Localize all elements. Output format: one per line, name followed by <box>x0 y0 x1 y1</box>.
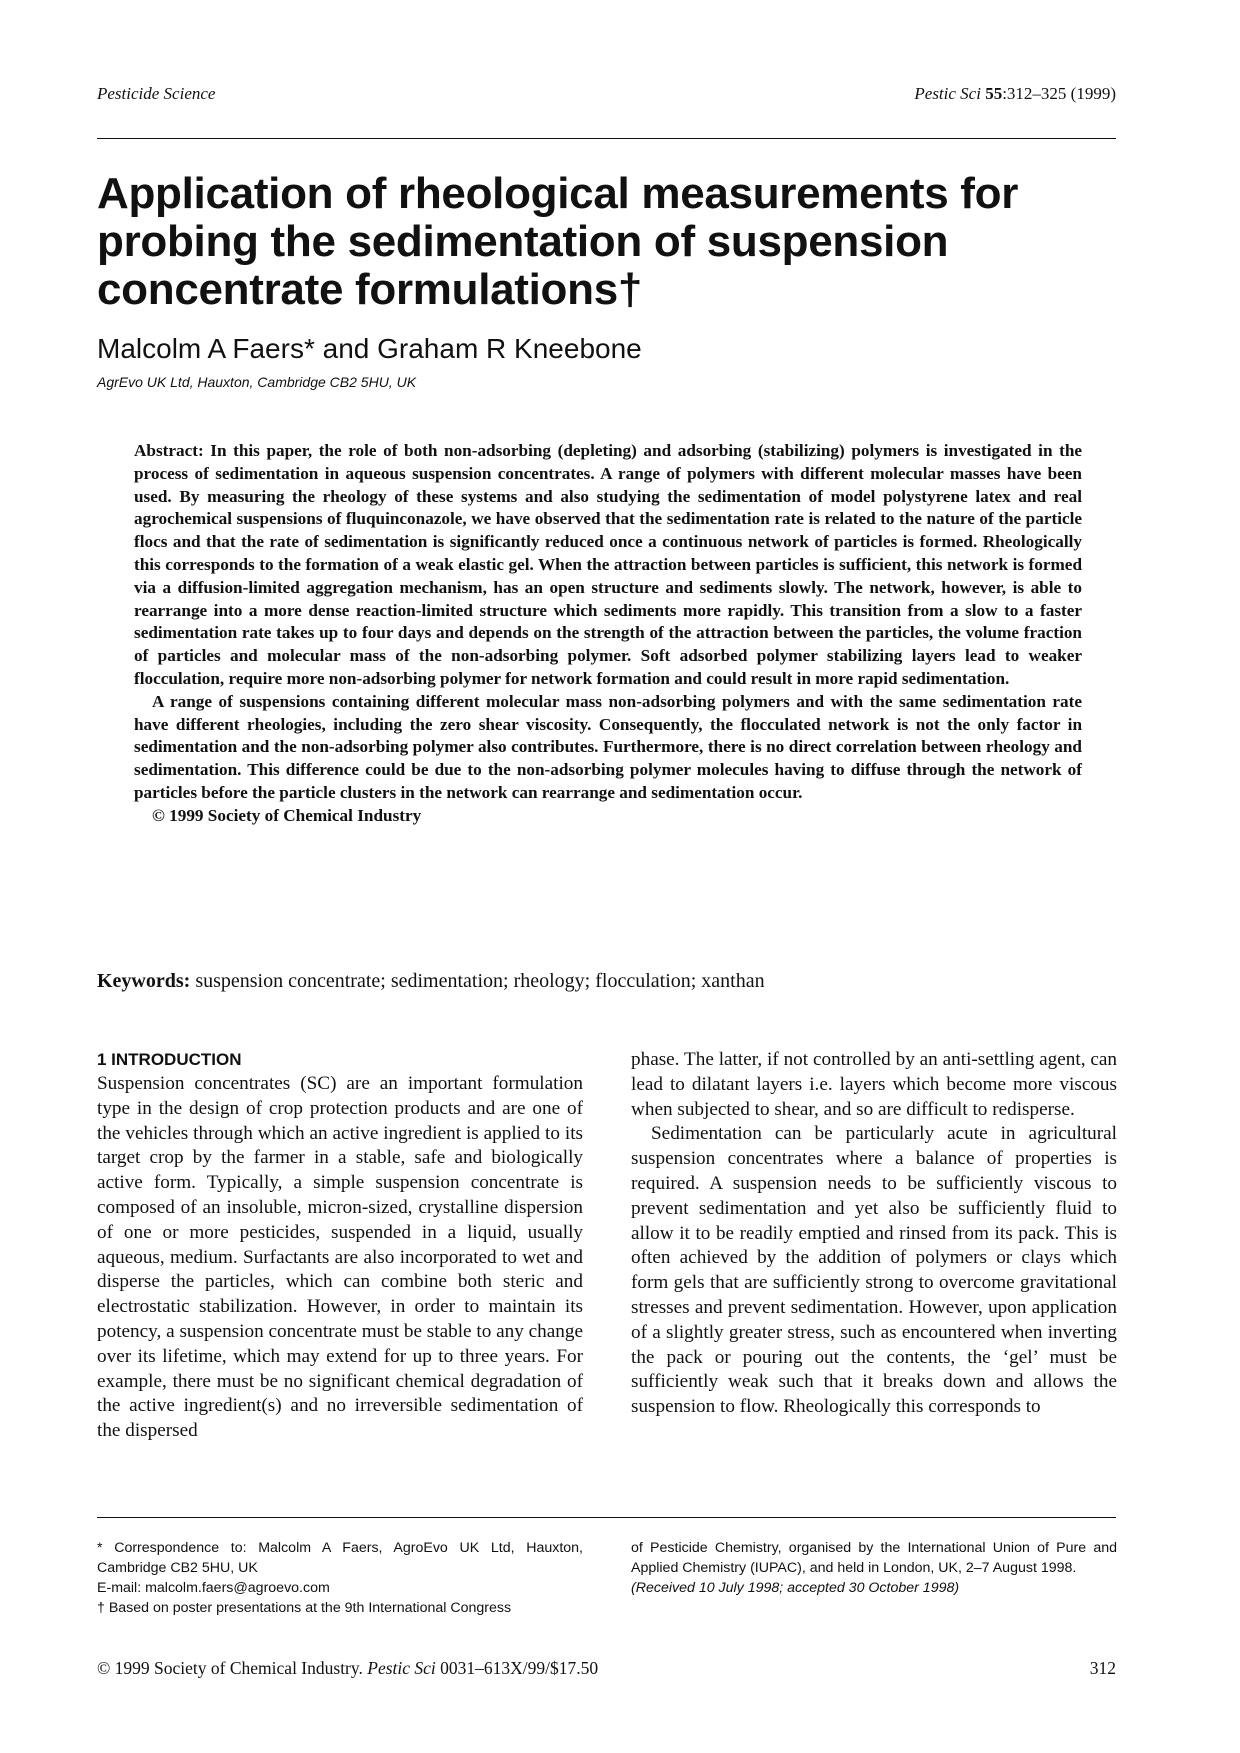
section-heading-introduction: 1 INTRODUCTION <box>97 1050 242 1069</box>
citation-volume: 55 <box>985 84 1003 103</box>
received-dates <box>631 1578 1117 1598</box>
intro-paragraph-1: Suspension concentrates (SC) are an important formulation type in the design of crop protection products and are one of the vehicles through which an active ingredient is applied to its target crop by the farmer in a stable, safe and biologically active form. Typically, a simple suspension concentrate is composed of an insoluble, micron-sized, crystalline dispersion of one or more pesticides, suspended in a liquid, usually aqueous, medium. Surfactants are also incorporated to wet and disperse the particles, which can combine both steric and electrostatic stabilization. However, in order to maintain its potency, a suspension concentrate must be stable to any change over its lifetime, which may extend for up to three years. For example, there must be no significant chemical degradation of the active ingredient(s) and no irreversible sedimentation of the dispersed <box>97 1073 583 1442</box>
footnote-correspondence: * Correspondence to: Malcolm A Faers, AgroEvo UK Ltd, Hauxton, Cambridge CB2 5HU, UK <box>97 1540 583 1576</box>
body-column-left <box>97 1048 583 1444</box>
page-footer <box>97 1658 1116 1682</box>
abstract-text-1: In this paper, the role of both non-adsorbing (depleting) and adsorbing (stabilizing) polymers is investigated in the process of sedimentation in aqueous suspension concentrates. A range of polymers with different molecular masses have been used. By measuring the rheology of these systems and also studying the sedimentation of model polystyrene latex and real agrochemical suspensions of fluquinconazole, we have observed that the sedimentation rate is related to the nature of the particle flocs and that the rate of sedimentation is significantly reduced once a continuous network of particles is formed. Rheologically this corresponds to the formation of a weak elastic gel. When the attraction between particles is sufficient, this network is formed via a diffusion-limited aggregation mechanism, has an open structure and sediments slowly. The network, however, is able to rearrange into a more dense reaction-limited structure which sediments more rapidly. This transition from a slow to a faster sedimentation rate takes up to four days and depends on the strength of the attraction between the particles, the volume fraction of particles and molecular mass of the non-adsorbing polymer. Soft adsorbed polymer stabilizing layers lead to weaker flocculation, require more non-adsorbing polymer for network formation and could result in more rapid sedimentation. <box>134 441 1083 688</box>
abstract-paragraph-2: A range of suspensions containing different molecular mass non-adsorbing polymers and with the same sedimentation rate have different rheologies, including the zero shear viscosity. Consequently, the flocculated network is not the only factor in sedimentation and the non-adsorbing polymer also contributes. Furthermore, there is no direct correlation between rheology and sedimentation. This difference could be due to the non-adsorbing polymer molecules having to diffuse through the network of particles before the particle clusters in the network can rearrange and sedimentation occur. <box>134 691 1082 802</box>
footnotes-right <box>631 1538 1117 1598</box>
footer-issn: 0031–613X/99/$17.50 <box>435 1658 599 1678</box>
footnote-email: E-mail: malcolm.faers@agroevo.com <box>97 1580 330 1596</box>
footnote-rule <box>97 1517 1116 1518</box>
citation-journal: Pestic Sci <box>914 84 981 103</box>
abstract-copyright: © 1999 Society of Chemical Industry <box>152 805 422 825</box>
author-list: Malcolm A Faers* and Graham R Kneebone <box>97 333 642 364</box>
abstract-paragraph-1 <box>134 440 1082 691</box>
abstract-label: Abstract: <box>134 441 204 460</box>
received-dates-text: (Received 10 July 1998; accepted 30 October 1998) <box>631 1580 960 1596</box>
footnote-dagger: † Based on poster presentations at the 9th International Congress <box>97 1600 512 1616</box>
keywords <box>97 970 765 993</box>
footnote-dagger-continued: of Pesticide Chemistry, organised by the International Union of Pure and Applied Chemistry (IUPAC), and held in London, UK, 2–7 August 1998. <box>631 1540 1117 1576</box>
author-affiliation: AgrEvo UK Ltd, Hauxton, Cambridge CB2 5HU, UK <box>97 374 417 390</box>
running-head <box>97 84 1116 108</box>
citation <box>914 84 1116 104</box>
intro-paragraph-1-continued: phase. The latter, if not controlled by an anti-settling agent, can lead to dilatant layers i.e. layers which become more viscous when subjected to shear, and so are difficult to redisperse. <box>631 1049 1117 1120</box>
footer-journal: Pestic Sci <box>367 1658 436 1678</box>
article-title: Application of rheological measurements for probing the sedimentation of suspension concentrate formulations† <box>97 169 1019 314</box>
footer-copyright-prefix: © 1999 Society of Chemical Industry. <box>97 1658 368 1678</box>
header-rule <box>97 138 1116 139</box>
intro-paragraph-2: Sedimentation can be particularly acute in agricultural suspension concentrates where a balance of properties is required. A suspension needs to be sufficiently viscous to prevent sedimentation and yet also be sufficiently fluid to allow it to be readily emptied and rinsed from its pack. This is often achieved by the addition of polymers or clays which form gels that are sufficiently strong to overcome gravitational stresses and prevent sedimentation. However, upon application of a slightly greater stress, such as encountered when inverting the pack or pouring out the contents, the ‘gel’ must be sufficiently weak such that it breaks down and allows the suspension to flow. Rheologically this corresponds to <box>631 1123 1117 1418</box>
body-column-right <box>631 1048 1117 1420</box>
footer-copyright <box>97 1658 598 1679</box>
keywords-label: Keywords: <box>97 970 191 992</box>
footnotes-left <box>97 1538 583 1618</box>
keywords-text: suspension concentrate; sedimentation; rheology; flocculation; xanthan <box>190 970 765 992</box>
journal-name: Pesticide Science <box>97 84 216 103</box>
citation-pages: :312–325 (1999) <box>1002 84 1116 103</box>
page-number: 312 <box>1089 1658 1116 1678</box>
abstract <box>134 440 1082 828</box>
